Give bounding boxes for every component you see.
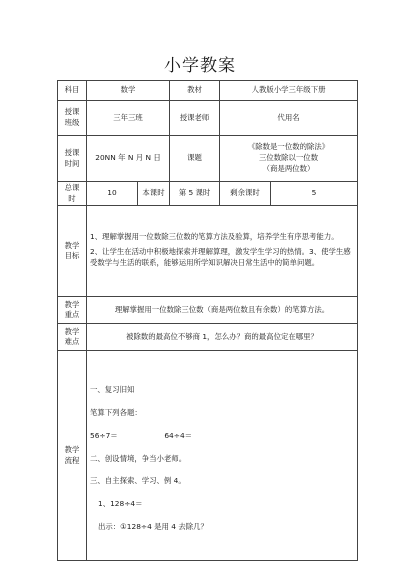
topic-label: 课题 xyxy=(170,136,220,182)
difficulties-content: 被除数的最高位不够商 1，怎么办？商的最高位定在哪里？ xyxy=(87,324,358,351)
current-value: 第 5 课时 xyxy=(170,182,220,206)
teacher-value: 代用名 xyxy=(220,101,358,136)
remaining-label: 剩余课时 xyxy=(220,182,271,206)
difficulties-row xyxy=(58,324,358,351)
process-review: 一、复习旧知 xyxy=(90,385,135,395)
exercise-2: 64÷4＝ xyxy=(164,430,193,440)
subject-row xyxy=(58,81,358,101)
key-points-row xyxy=(58,297,358,324)
goals-content xyxy=(87,206,358,297)
topic-line: （商是两位数） xyxy=(262,163,315,173)
current-label: 本课时 xyxy=(138,182,170,206)
process-exercises xyxy=(90,431,354,442)
process-explore: 三、自主探索、学习、例 4。 xyxy=(90,476,186,486)
process-row xyxy=(58,351,358,561)
textbook-value: 人教版小学三年级下册 xyxy=(220,81,358,101)
exercise-1: 56÷7＝ xyxy=(90,430,118,440)
topic-value xyxy=(220,136,358,182)
process-label: 教学流程 xyxy=(58,351,87,561)
process-hint: 出示：①128÷4 是用 4 去除几？ xyxy=(98,521,208,531)
textbook-label: 教材 xyxy=(170,81,220,101)
total-value: 10 xyxy=(87,182,138,206)
process-example: 1、128÷4＝ xyxy=(98,499,143,509)
subject-value: 数学 xyxy=(87,81,170,101)
teacher-label: 授课老师 xyxy=(170,101,220,136)
class-label: 授课班级 xyxy=(58,101,87,136)
key-points-content: 理解掌握用一位数除三位数（商是两位数且有余数）的笔算方法。 xyxy=(87,297,358,324)
process-situation: 二、创设情境，争当小老师。 xyxy=(90,453,187,463)
process-content xyxy=(87,351,358,561)
page-title: 小学教案 xyxy=(164,56,236,76)
lesson-plan-table xyxy=(57,80,358,561)
periods-row xyxy=(58,182,358,206)
key-points-label: 教学重点 xyxy=(58,297,87,324)
process-calc-prompt: 笔算下列各题： xyxy=(90,408,142,418)
topic-line: 《除数是一位数的除法》 xyxy=(247,142,330,152)
goals-row xyxy=(58,206,358,297)
goals-label: 教学目标 xyxy=(58,206,87,297)
time-value: 20NN 年 N 月 N 日 xyxy=(87,136,170,182)
time-row xyxy=(58,136,358,182)
topic-line: 三位数除以一位数 xyxy=(258,153,319,163)
subject-label: 科目 xyxy=(58,81,87,101)
class-value: 三年三班 xyxy=(87,101,170,136)
remaining-value: 5 xyxy=(271,182,358,206)
goal-item: 2、让学生在活动中积极地探索并理解算理，激发学生学习的热情。3、使学生感受数学与生活的联系，能够运用所学知识解决日常生活中的简单问题。 xyxy=(90,247,351,267)
goal-item: 1、理解掌握用一位数除三位数的笔算方法及验算，培养学生有序思考能力。 xyxy=(90,232,339,242)
class-row xyxy=(58,101,358,136)
total-label: 总课时 xyxy=(58,182,87,206)
difficulties-label: 教学难点 xyxy=(58,324,87,351)
time-label: 授课时间 xyxy=(58,136,87,182)
